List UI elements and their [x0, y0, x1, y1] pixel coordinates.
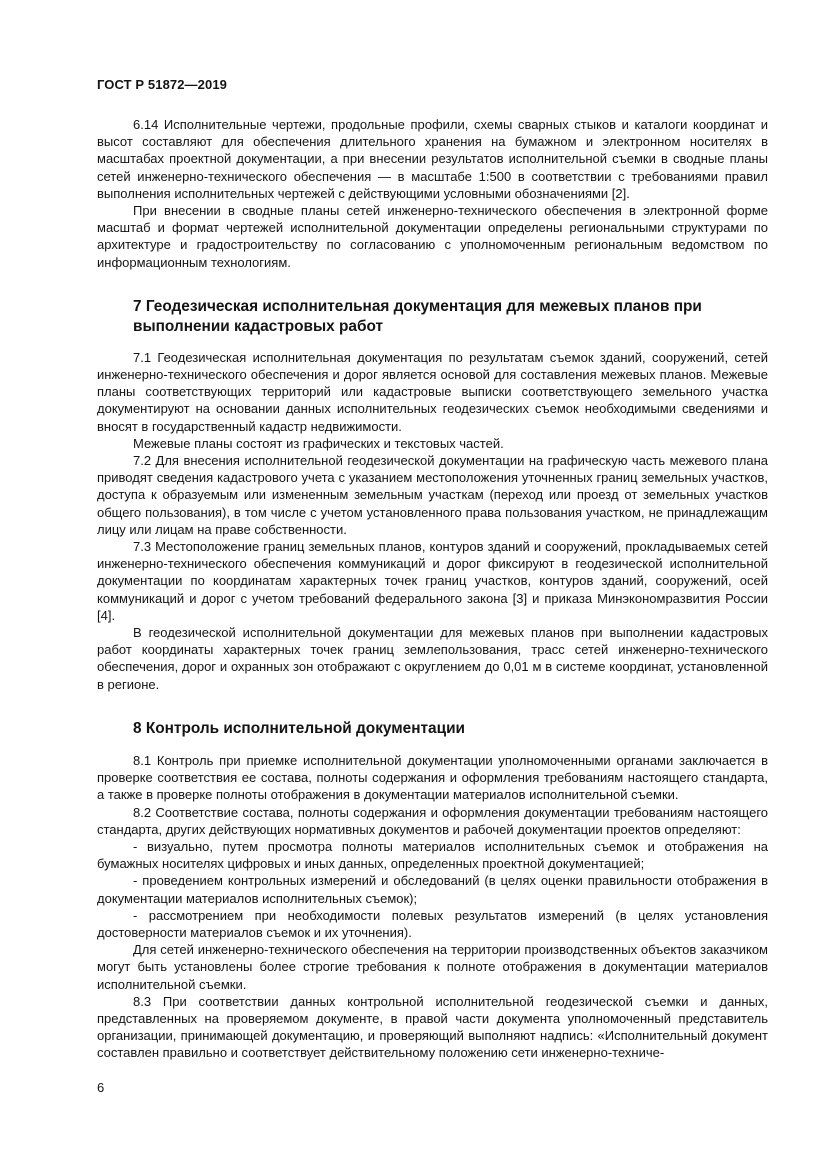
- page-number: 6: [97, 1080, 105, 1095]
- paragraph: Для сетей инженерно-технического обеспечения на территории производственных объектов заказчиком могут быть установлены более строгие требования к полноте отображения в документации материалов исполнительной съемки.: [97, 942, 768, 992]
- document-body: [97, 116, 768, 1062]
- list-item: - рассмотрением при необходимости полевых результатов измерений (в целях установления достоверности материалов съемок и их уточнения).: [97, 907, 768, 940]
- paragraph-7-1: 7.1 Геодезическая исполнительная документация по результатам съемок зданий, сооружений, сетей инженерно-технического обеспечения и дорог является основой для составления межевых планов. Межевые планы соответствующих территорий или кадастровые выписки соответствующего земельного участка документируют на основании данных исполнительных геодезических съемок необходимыми сведениями и вносят в государственный кадастр недвижимости.: [97, 349, 768, 434]
- paragraph-8-3: 8.3 При соответствии данных контрольной исполнительной геодезической съемки и данных, представленных на проверяемом документе, в правой части документа уполномоченный представитель организации, принимающей документацию, и проверяющий выполняют надпись: «Исполнительный документ составлен правильно и соответствует действительному положению сети инженерно-техниче-: [97, 993, 768, 1061]
- list-item: - проведением контрольных измерений и обследований (в целях оценки правильности отображения в документации материалов исполнительных съемок);: [97, 873, 768, 906]
- paragraph-8-1: 8.1 Контроль при приемке исполнительной документации уполномоченными органами заключается в проверке соответствия ее состава, полноты содержания и оформления требованиям настоящего стандарта, а также в проверке полноты отображения в документации материалов исполнительной съемки.: [97, 752, 768, 803]
- paragraph: Межевые планы состоят из графических и текстовых частей.: [133, 435, 504, 451]
- list-item: - визуально, путем просмотра полноты материалов исполнительных съемок и отображения на бумажных носителях цифровых и иных данных, определенных проектной документацией;: [97, 838, 768, 872]
- paragraph-7-2: 7.2 Для внесения исполнительной геодезической документации на графическую часть межевого плана приводят сведения кадастрового учета с указанием местоположения уточненных границ земельных участков, доступа к образуемым или измененным земельным участкам (переход или проезд от земельных участков общего пользования), в том числе с учетом установленного права пользования участком, не принадлежащим лицу или лицам на праве собственности.: [97, 453, 768, 537]
- paragraph-8-2: 8.2 Соответствие состава, полноты содержания и оформления документации требованиям настоящего стандарта, других действующих нормативных документов и рабочей документации проектов определяют:: [97, 804, 768, 837]
- paragraph-6-14: 6.14 Исполнительные чертежи, продольные профили, схемы сварных стыков и каталоги координат и высот составляют для обеспечения длительного хранения на бумажном и электронном носителях в масштабах проектной документации, а при внесении результатов исполнительной съемки в сводные планы сетей инженерно-технического обеспечения — в масштабе 1:500 в соответствии с требованиями правил выполнения исполнительных чертежей с действующими условными обозначениями [2].: [97, 117, 768, 201]
- paragraph: При внесении в сводные планы сетей инженерно-технического обеспечения в электронной форме масштаб и формат чертежей исполнительной документации определены региональными структурами по архитектуре и градостроительству по согласованию с уполномоченным региональным ведомством по информационным технологиям.: [97, 203, 768, 270]
- paragraph: В геодезической исполнительной документации для межевых планов при выполнении кадастровых работ координаты характерных точек границ землепользования, трасс сетей инженерно-технического обеспечения, дорог и охранных зон отображают с округлением до 0,01 м в системе координат, установленной в регионе.: [97, 625, 768, 692]
- section-heading-8: 8 Контроль исполнительной документации: [133, 719, 465, 737]
- document-code: ГОСТ Р 51872—2019: [97, 77, 227, 92]
- paragraph-7-3: 7.3 Местоположение границ земельных планов, контуров зданий и сооружений, прокладываемых сетей инженерно-технического обеспечения коммуникаций и дорог фиксируют в геодезической исполнительной документации по координатам характерных точек границ участков, контуров зданий, сооружений, осей коммуникаций и дорог с учетом требований федерального закона [3] и приказа Минэкономразвития России [4].: [97, 539, 768, 623]
- section-heading-7: 7 Геодезическая исполнительная документация для межевых планов при выполнении кадастровых работ: [133, 297, 702, 335]
